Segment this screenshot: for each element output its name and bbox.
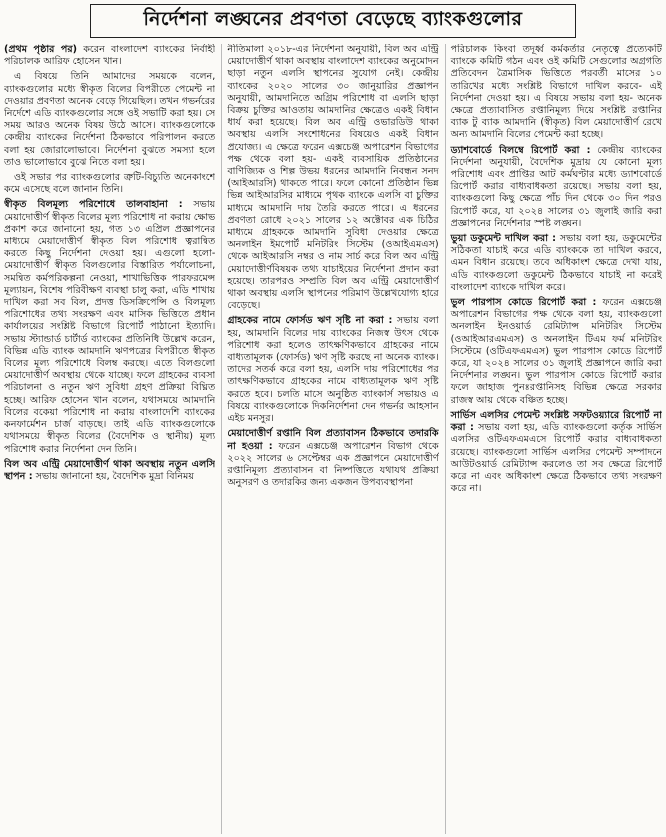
subheading: স্বীকৃত বিলমূল্য পরিশোধে তালবাহানা :: [4, 199, 183, 211]
article-columns: [4, 44, 662, 834]
subheading: মেয়াদোত্তীর্ণ রপ্তানি বিল প্রত্যাবাসন ঠিকভাবে তদারকি না হওয়া :: [227, 428, 439, 452]
paragraph: [4, 199, 215, 455]
column-2: [221, 44, 438, 834]
paragraph-text: ফরেন এক্সচেঞ্জ অপারেশন বিভাগ থেকে ২০২২ সালের ৬ সেপ্টেম্বর এক প্রজ্ঞাপনে মেয়াদোত্তীর্ণ রপ্তানিমূল্য প্রত্যাবাসন বা নিষ্পত্তিতে যথাযথ প্রক্রিয়া অনুসরণ ও তদারকির জন্য একজন উপব্যবস্থাপনা: [227, 440, 439, 489]
paragraph: [227, 315, 438, 425]
subheading: গ্রাহকের নামে ফোর্সড ঋণ সৃষ্টি না করা :: [227, 315, 393, 327]
paragraph: [451, 233, 662, 294]
paragraph: [451, 145, 662, 230]
paragraph: [451, 297, 662, 407]
subheading: সার্ভিস এলসির পেমেন্ট সংশ্লিষ্ট সফটওয়্যারে রিপোর্ট না করা :: [450, 409, 662, 434]
paragraph-text: ফরেন এক্সচেঞ্জ অপারেশন বিভাগের পক্ষ থেকে বলা হয়, ব্যাংকগুলো অনলাইন ইনওয়ার্ড রেমিট্যান্স মনিটরিং সিস্টেম (ওআইআরএমএস) ও অনলাইন টিএম ফর্ম মনিটরিং সিস্টেমে (ওটিএফএমএস) ভুল পারপাস কোডে রিপোর্ট করে, যা ২০২৪ সালের ৩১ জুলাই প্রজ্ঞাপনে জারি করা নির্দেশনার লঙ্ঘন। ভুল পারপাস কোডে রিপোর্ট করার ফলে জাহাজ পুনঃরপ্তানিসহ বিভিন্ন ক্ষেত্রে সরকার রাজস্ব আয় থেকে বঞ্চিত হচ্ছে।: [450, 297, 662, 406]
paragraph-text: করেন বাংলাদেশ ব্যাংকের নির্বাহী পরিচালক আরিফ হোসেন খান।: [4, 44, 216, 68]
paragraph-text: সভায় বলা হয়, আমদানি বিলের দায় ব্যাংকের নিজস্ব উৎস থেকে পরিশোধ করা হলেও তাৎক্ষণিকভাবে গ্রাহকের নামে বাধ্যতামূলক (ফোর্সড) ঋণ সৃষ্টি করছে না অনেক ব্যাংক। তাদের সতর্ক করে বলা হয়, এলসি দায় পরিশোধের পর তাৎক্ষণিকভাবে গ্রাহকের নামে বাধ্যতামূলক ঋণ সৃষ্টি করতে হবে। চলতি মাসে অনুষ্ঠিত ব্যাংকার্স সভায়ও এ বিষয়ে ব্যাংকগুলোকে দিকনির্দেশনা দেন গভর্নর আহসান এইচ মনসুর।: [227, 315, 439, 425]
subheading: ভুল পারপাস কোডে রিপোর্ট করা :: [450, 297, 597, 309]
paragraph-text: সভায় মেয়াদোত্তীর্ণ স্বীকৃত বিলের মূল্য পরিশোধ না করায় ক্ষোভ প্রকাশ করে জানানো হয়, গত ১৩ এপ্রিল প্রজ্ঞাপনের মাধ্যমে মেয়াদোত্তীর্ণ স্বীকৃত বিল পরিশোধ ত্বরান্বিত করতে কিছু নির্দেশনা দেওয়া হয়। এগুলো হলো- মেয়াদোত্তীর্ণ স্বীকৃত বিলগুলোর বিস্তারিত পর্যালোচনা, সমন্বিত কর্মপরিকল্পনা নেওয়া, শাখাভিত্তিক পারফরমেন্স মূল্যায়ন, বিশেষ পরিবীক্ষণ ব্যবস্থা চালু করা, এডি শাখায় দাখিল করা সব বিল, প্রদত্ত ডিসক্রিপেন্সি ও বিলমূল্য পরিশোধের তথ্য সংরক্ষণ এবং মাসিক ভিত্তিতে প্রধান কার্যালয়ের সংশ্লিষ্ট বিভাগে রিপোর্ট পাঠানো ইত্যাদি। সভায় স্ট্যান্ডার্ড চার্টার্ড ব্যাংকের প্রতিনিধি উল্লেখ করেন, বিভিন্ন এডি ব্যাংক আমদানি ঋণপত্রের বিপরীতে স্বীকৃত বিলের মূল্য পরিশোধে বিলম্ব করছে। এতে বিলগুলো মেয়াদোত্তীর্ণ অবস্থায় থেকে যাচ্ছে। ফলে গ্রাহকের ব্যবসা পরিচালনা ও নতুন ঋণ সুবিধা গ্রহণ প্রক্রিয়া বিঘ্নিত হচ্ছে। আরিফ হোসেন খান বলেন, যথাসময়ে আমদানি বিলের বকেয়া পরিশোধ না করায় বাংলাদেশি ব্যাংকের কনফার্মেশন চার্জ বাড়ছে। তাই এডি ব্যাংকগুলোকে যথাসময়ে স্বীকৃত বিলের (বৈদেশিক ও স্থানীয়) মূল্য পরিশোধ করার নির্দেশনা দেন তিনি।: [4, 199, 216, 455]
continued-from-label: (প্রথম পৃষ্ঠার পর): [4, 44, 78, 55]
paragraph: এ বিষয়ে তিনি আমাদের সময়কে বলেন, ব্যাংকগুলোর মধ্যে স্বীকৃত বিলের বিপরীতে পেমেন্ট না দেওয়ার প্রবণতা অনেক বেড়ে গিয়েছিল। তখন গভর্নরের নির্দেশে এডি ব্যাংকগুলোর সঙ্গে ওই সভাটি করা হয়। সে সময় আরও অনেক বিষয় উঠে আসে। ব্যাংকগুলোকে কেন্দ্রীয় ব্যাংকের নির্দেশনা ঠিকভাবে পরিপালন করতে বলা হয় জোরালোভাবে। নির্দেশনা বুঝতে সমস্যা হলে তাও ভালোভাবে বুঝে নিতে বলা হয়।: [4, 71, 216, 168]
headline: নির্দেশনা লঙ্ঘনের প্রবণতা বেড়েছে ব্যাংকগুলোর: [90, 4, 576, 38]
paragraph: [4, 459, 215, 483]
column-3: [445, 44, 662, 834]
subheading: ড্যাশবোর্ডে বিলম্বে রিপোর্ট করা :: [450, 144, 591, 156]
subheading: বিল অব এন্ট্রি মেয়াদোত্তীর্ণ থাকা অবস্থায় নতুন এলসি স্থাপন :: [4, 458, 216, 482]
paragraph: পরিচালক কিংবা তদূর্ধ্ব কর্মকর্তার নেতৃত্বে প্রত্যেকটি ব্যাংকে কমিটি গঠন এবং ওই কমিটি সেগুলোর অগ্রগতি প্রতিবেদন ত্রৈমাসিক ভিত্তিতে পরবর্তী মাসের ১০ তারিখের মধ্যে সংশ্লিষ্ট বিভাগে দাখিল করবে- এই নির্দেশনা দেওয়া হয়। এ বিষয়ে সভায় বলা হয়- অনেক ক্ষেত্রে প্রত্যাবাসিত রপ্তানিমূল্য দিয়ে সংশ্লিষ্ট রপ্তানির ব্যাক টু ব্যাক আমদানি (স্বীকৃত) বিল মেয়াদোত্তীর্ণ রেখে অন্য আমদানি বিলের পেমেন্ট করা হচ্ছে।: [450, 44, 662, 141]
paragraph: [227, 428, 438, 489]
paragraph-text: সভায় বলা হয়, ডকুমেন্টের সঠিকতা যাচাই করে এডি ব্যাংককে তা দাখিল করবে, এমন বিধান রয়েছে। তবে অধিকাংশ ক্ষেত্রে দেখা যায়, এডি ব্যাংকগুলো ডকুমেন্ট ঠিকভাবে যাচাই না করেই বাংলাদেশ ব্যাংকে দাখিল করে।: [450, 233, 662, 293]
column-1: [4, 44, 215, 834]
paragraph: [451, 410, 662, 495]
paragraph-text: কেন্দ্রীয় ব্যাংকের নির্দেশনা অনুযায়ী, বৈদেশিক মুদ্রায় যে কোনো মূল্য পরিশোধ এবং প্রাপ্তির আট কর্মঘণ্টার মধ্যে ড্যাশবোর্ডে রিপোর্ট করার বাধ্যবাধকতা রয়েছে। সভায় বলা হয়, ব্যাংকগুলো কিছু ক্ষেত্রে পাঁচ দিন থেকে ৩০ দিন পরও রিপোর্ট করে, যা ২০২৪ সালের ৩১ জুলাই জারি করা প্রজ্ঞাপনের নির্দেশনার স্পষ্ট লঙ্ঘন।: [450, 144, 662, 229]
paragraph-text: সভায় বলা হয়, এডি ব্যাংকগুলো কর্তৃক সার্ভিস এলসির ওটিএফএমএসে রিপোর্ট করার বাধ্যবাধকতা রয়েছে। ব্যাংকগুলো সার্ভিস এলসির পেমেন্ট সম্পাদনে আউটওয়ার্ড রেমিট্যান্স করলেও তা সব ক্ষেত্রে রিপোর্ট করে না এবং অধিকাংশ ক্ষেত্রে ঠিকভাবে তথ্য সংরক্ষণ করে না।: [450, 422, 662, 495]
paragraph: নীতিমালা ২০১৮-এর নির্দেশনা অনুযায়ী, বিল অব এন্ট্রি মেয়াদোত্তীর্ণ থাকা অবস্থায় বাংলাদেশ ব্যাংকের অনুমোদন ছাড়া নতুন এলসি স্থাপনের সুযোগ নেই। কেন্দ্রীয় ব্যাংকের ২০২০ সালের ৩০ জানুয়ারির প্রজ্ঞাপন অনুযায়ী, আমদানিতে অগ্রিম পরিশোধ বা এলসি ছাড়া বিক্রয় চুক্তির আওতায় আমদানির ক্ষেত্রেও একই বিধান ধার্য করা হয়েছে। বিল অব এন্ট্রি ওভারডিউ থাকা অবস্থায় এলসি সংশোধনের বিষয়েও একই বিধান প্রযোজ্য। এ ক্ষেত্রে ফরেন এক্সচেঞ্জ অপারেশন বিভাগের পক্ষ থেকে বলা হয়- একই ব্যবসায়িক প্রতিষ্ঠানের বাণিজ্যিক ও শিল্প উভয় ধরনের আমদানি নিবন্ধন সনদ (আইআরসি) থাকতে পারে। ফলে কোনো প্রতিষ্ঠান ভিন্ন ভিন্ন আইআরসির মাধ্যমে পৃথক ব্যাংকে এলসি বা চুক্তির মাধ্যমে আমদানি দায় তৈরি করতে পারে। এ ধরনের প্রবণতা রোধে ২০২১ সালের ১২ অক্টোবর এক চিঠির মাধ্যমে গ্রাহককে আমদানি সুবিধা দেওয়ার ক্ষেত্রে অনলাইন ইমপোর্ট মনিটরিং সিস্টেম (ওআইএমএস) থেকে আইআরসি নম্বর ও নাম সার্চ করে বিল অব এন্ট্রি মেয়াদোত্তীর্ণবিষয়ক তথ্য যাচাইয়ের নির্দেশনা প্রদান করা হয়েছে। তারপরও সম্প্রতি বিল অব এন্ট্রি মেয়াদোত্তীর্ণ থাকা অবস্থায় এলসি স্থাপনের পরিমাণ উল্লেখযোগ্য হারে বেড়েছে।: [227, 44, 439, 312]
paragraph-text: সভায় জানানো হয়, বৈদেশিক মুদ্রা বিনিময়: [35, 470, 195, 482]
subheading: ভুয়া ডকুমেন্ট দাখিল করা :: [450, 233, 556, 245]
paragraph: [4, 44, 215, 68]
paragraph: ওই সভার পর ব্যাংকগুলোর ত্রুটি-বিচ্যুতি অনেকাংশে কমে এসেছে বলে জানান তিনি।: [4, 172, 216, 196]
